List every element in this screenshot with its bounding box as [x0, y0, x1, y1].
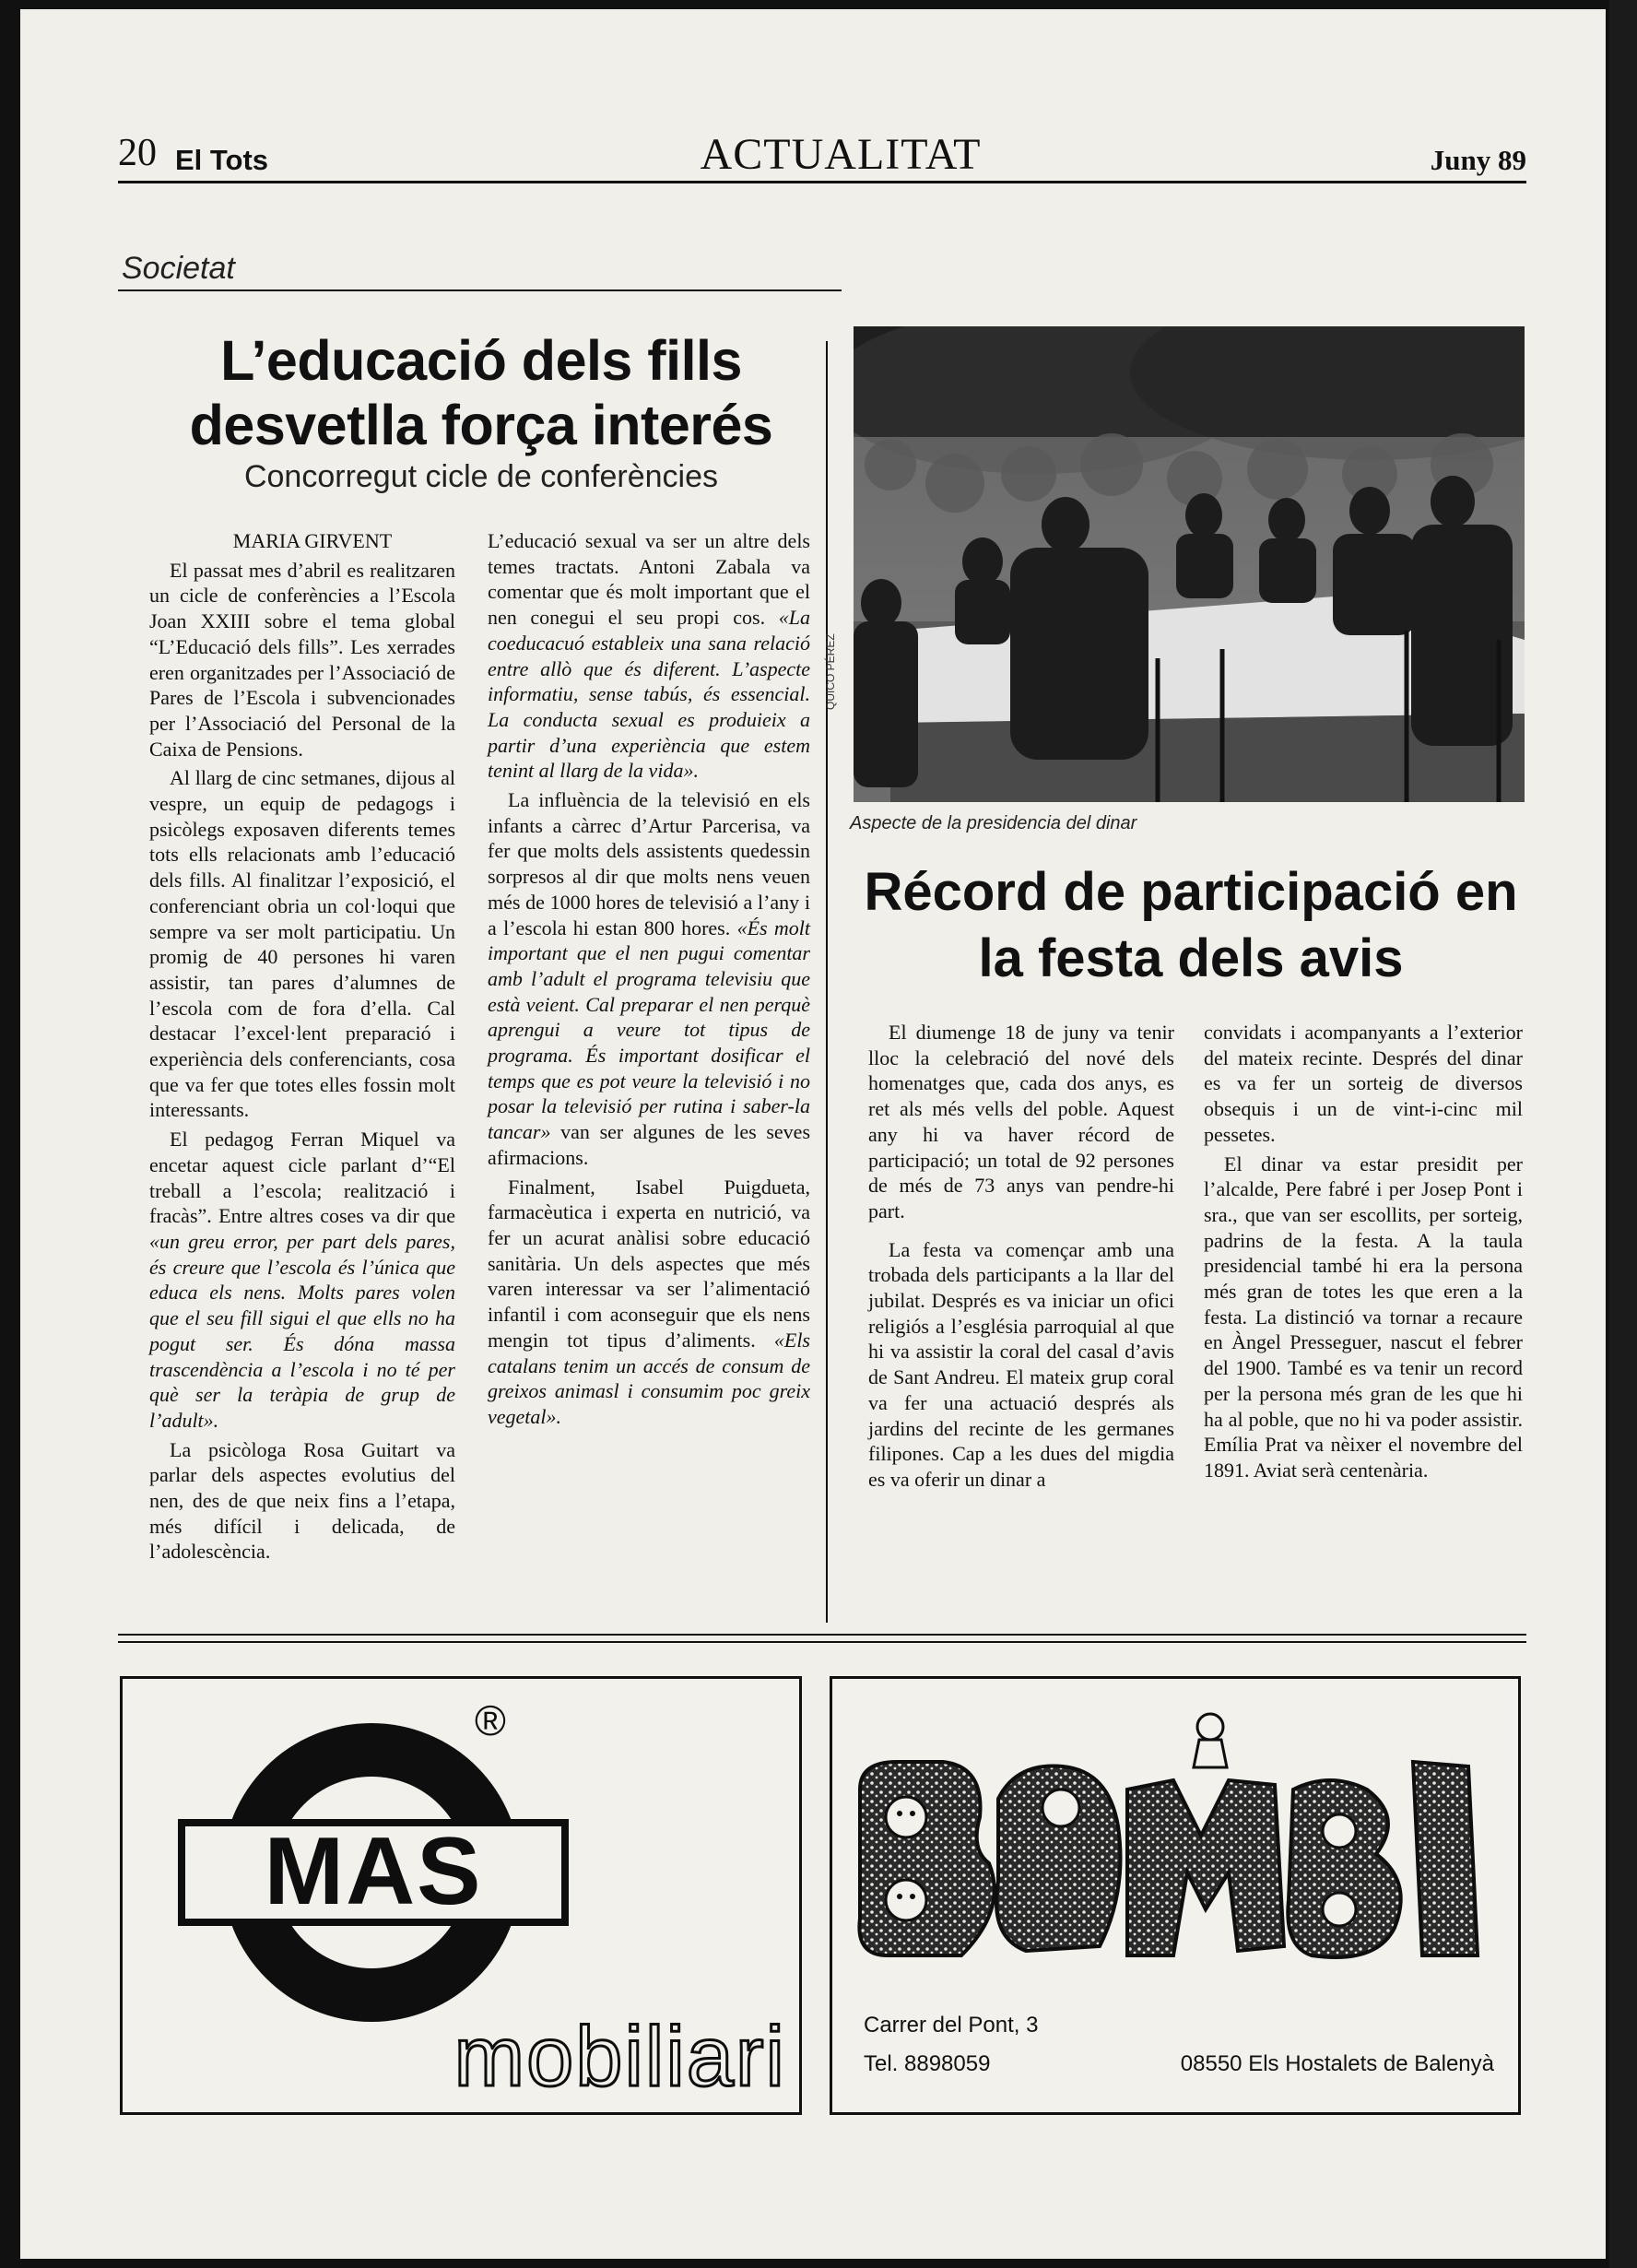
section-heading: ACTUALITAT	[700, 130, 982, 179]
page-number: 20	[118, 132, 157, 174]
article-subtitle: Concorregut cicle de conferències	[243, 459, 719, 494]
paragraph: La influència de la televisió en els infants a càrrec d’Artur Parcerisa, va fer que molts dels assistents quedessin sorpresos al dir que molts nens veuen més de 1000 hores de televisió a l’any i a l’escola hi estan 800 hores. «És molt important que el nen pugui comentar amb l’adult el programa televisiu que està veient. Cal preparar el nen perquè aprengui a veure tot tipus de programa. És important dosificar el temps que es pot veure la televisió i no posar la televisió per rutina i saber-la tancar» van ser algunes de les seves afirmacions.	[488, 788, 811, 1169]
event-photo	[854, 326, 1525, 802]
bambi-logo-text	[832, 1679, 833, 1680]
bambi-phone: Tel. 8898059	[864, 2051, 991, 2076]
bambi-address: Carrer del Pont, 3	[864, 2013, 1039, 2038]
paragraph: Finalment, Isabel Puigdueta, farmacèutica i experta en nutrició, va fer un acurat anàlisi sobre educació sanitària. Un dels aspectes que més varen interessar va ser l’alimentació infantil i com aconseguir que els nens mengin tot tipus d’aliments. «Els catalans tenim un accés de consum de greixos animasl i consumim poc greix vegetal».	[488, 1175, 810, 1428]
byline: MARIA GIRVENT	[232, 529, 393, 552]
section-label: Societat	[122, 251, 235, 286]
registered-mark: ®	[475, 1696, 506, 1744]
header-rule	[118, 181, 1526, 183]
ad-bambi	[830, 1676, 1521, 2115]
paragraph: La festa va començar amb una trobada dels participants a la llar del jubilat. Després es va iniciar un ofici religiós a l’església parroquial al que hi va assistir la coral del casal d’avis de Sant Andreu. El mateix grup coral va fer una actuació després als jardins del recinte de les germanes filipones. Cap a les dues del migdia es va oferir un dinar a	[868, 1237, 1174, 1491]
column-divider	[826, 341, 828, 1623]
paragraph: La psicòloga Rosa Guitart va parlar dels aspectes evolutius del nen, des de que neix fins a l’etapa, més difícil i delicada, de l’adolescència.	[149, 1437, 455, 1564]
newspaper-page	[20, 9, 1606, 2259]
mas-tagline: mobiliari	[453, 2010, 786, 2104]
article1-column-2	[488, 528, 810, 1430]
mas-logo-text: MAS	[264, 1818, 483, 1925]
quote: «Els catalans tenim un accés de consum de greixos animasl i consumim poc greix vegetal».	[488, 1328, 810, 1428]
article2-column-2	[1204, 1020, 1523, 1483]
paragraph: convidats i acompanyants a l’exterior del mateix recinte. Després del dinar es va fer un sorteig de diversos obsequis i un de vint-i-cinc mil pessetes.	[1204, 1021, 1523, 1146]
paragraph: El diumenge 18 de juny va tenir lloc la celebració del nové dels homenatges que, cada dos anys, es ret als més vells del poble. Aquest any hi va haver récord de participació; un total de 92 persones de més de 73 anys van pendre-hi part.	[868, 1021, 1174, 1223]
paragraph: El dinar va estar presidit per l’alcalde, Pere fabré i per Josep Pont i sra., que van ser escollits, per sorteig, padrins de la festa. A la taula presidencial també hi era la persona més gran de totes les que eren a la festa. La distinció va tornar a recaure en Àngel Presseguer, nascut el febrer del 1900. També es va tenir un record per la persona més gran de les que hi ha al poble, que no hi va poder assistir. Emília Prat va nèixer el novembre del 1891. Aviat serà centenària.	[1204, 1152, 1523, 1482]
quote: «És molt important que el nen pugui comentar amb l’adult el programa televisiu que està veient. Cal preparar el nen perquè aprengui a veure tot tipus de programa. És important dosificar el temps que es pot veure la televisió i no posar la televisió per rutina i saber-la tancar»	[488, 915, 811, 1144]
paragraph: Al llarg de cinc setmanes, dijous al vespre, un equip de pedagogs i psicòlegs exposaven diferents temes tots ells relacionats amb l’educació dels fills. Al finalitzar l’exposició, el conferenciant obria un col·loqui que sempre va ser molt participatiu. Un promig de 40 persones hi varen assistir, tan pares d’alumnes de l’escola com de fora d’ella. Cal destacar l’excel·lent preparació i experiència dels conferenciants, cosa que va fer que totes elles fossin molt interessants.	[149, 766, 455, 1122]
paragraph: L’educació sexual va ser un altre dels temes tractats. Antoni Zabala va comentar que és molt important que el nen conegui el seu propi cos. «La coeducacuó estableix una sana relació entre allò que és diferent. L’aspecte informatiu, sense tabús, és essencial. La conducta sexual es produieix a partir d’una experiència que estem tenint al llarg de la vida».	[488, 529, 811, 783]
publication-name: El Tots	[175, 144, 269, 176]
issue-date: Juny 89	[1430, 144, 1526, 176]
photo-credit: QUICO PÉREZ	[824, 633, 837, 710]
article2-column-1	[868, 1020, 1174, 1493]
bambi-city: 08550 Els Hostalets de Balenyà	[1180, 2051, 1494, 2076]
article1-column-1	[149, 528, 455, 1565]
article-title: L’educació dels fills desvetlla força interés	[189, 329, 773, 456]
paragraph: El pedagog Ferran Miquel va encetar aquest cicle parlant d’“El treball a l’escola; realització i fracàs”. Entre altres coses va dir que «un greu error, per part dels pares, és creure que l’escola és l’única que educa els nens. Molts pares volen que el seu fill sigui el que ells no ha pogut ser. És dóna massa trascendència a l’escola i no té per què ser la teràpia de grup de l’adult».	[149, 1128, 455, 1432]
page-edge	[1609, 0, 1637, 2268]
quote: «un greu error, per part dels pares, és creure que l’escola és l’única que educa els nens. Molts pares volen que el seu fill sigui el que ells no ha pogut ser. És dóna massa trascendència a l’escola i no té per què ser la teràpia de grup de l’adult».	[149, 1229, 455, 1432]
paragraph: El passat mes d’abril es realitzaren un cicle de conferències a l’Escola Joan XXIII sobre el tema global “L’Educació dels fills”. Les xerrades eren organitzades per l’Associació de Pares de l’Escola i subvencionades per l’Associació del Personal de la Caixa de Pensions.	[149, 558, 455, 761]
ad-mas-mobiliari	[120, 1676, 802, 2115]
photo-caption: Aspecte de la presidencia del dinar	[850, 813, 1137, 833]
ads-rule-bottom	[118, 1641, 1526, 1643]
quote: «La coeducacuó estableix una sana relació entre allò que és diferent. L’aspecte informatiu, sense tabús, és essencial. La conducta sexual es produieix a partir d’una experiència que estem tenint al llarg de la vida».	[488, 606, 811, 783]
section-rule	[118, 289, 842, 291]
article2-title: Récord de participació en la festa dels avis	[864, 862, 1518, 988]
ads-rule-top	[118, 1634, 1526, 1636]
